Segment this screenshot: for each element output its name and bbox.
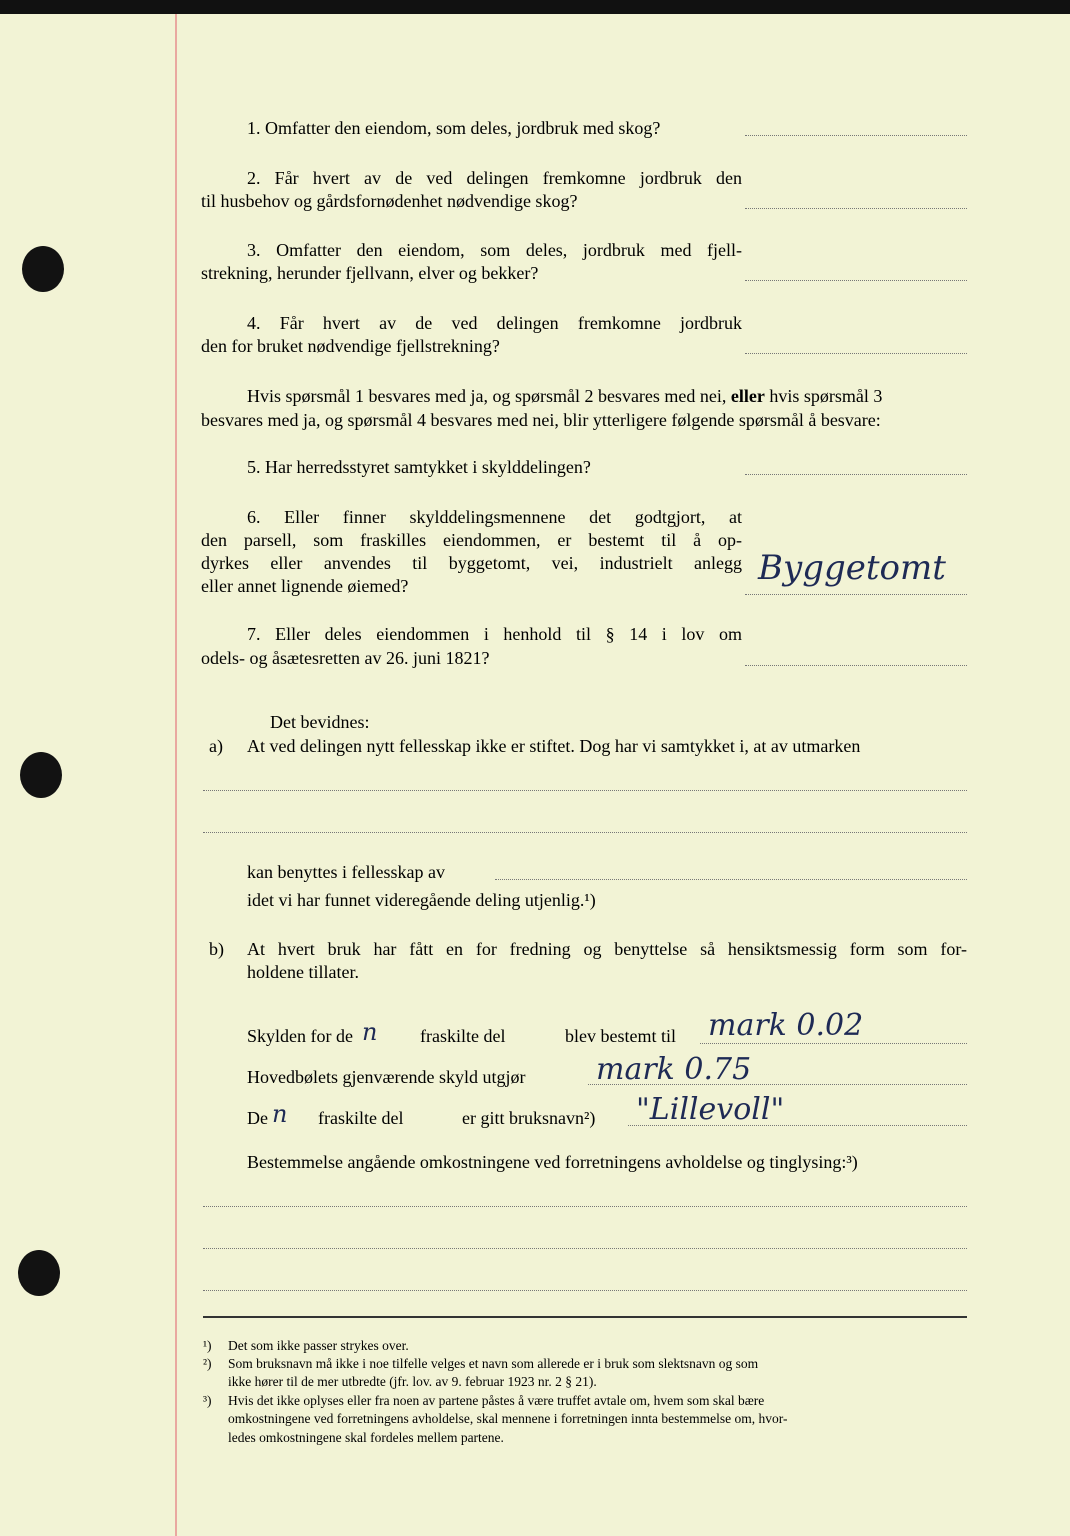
item-a-text: At ved delingen nytt fellesskap ikke er stiftet. Dog har vi samtykket i, at av utmarken (247, 736, 861, 756)
punch-hole (20, 752, 62, 798)
footnote-2-line-2: ikke hører til de mer utbredte (jfr. lov. av 9. februar 1923 nr. 2 § 21). (228, 1374, 597, 1389)
navn-label-handwritten: n (272, 1100, 288, 1128)
footnote-2-line-1: Som bruksnavn må ikke i noe tilfelle velges et navn som allerede er i bruk som slektsnavn og som (228, 1356, 759, 1371)
question-6-line-3: dyrkes eller anvendes til byggetomt, vei, industrielt anlegg (201, 553, 742, 573)
navn-line[interactable] (628, 1125, 967, 1126)
cost-line-1[interactable] (203, 1206, 967, 1207)
footnote-2-mark: ²) (203, 1356, 212, 1371)
navn-value-handwritten: "Lillevoll" (636, 1092, 785, 1127)
answer-line-5[interactable] (745, 474, 967, 475)
footnote-3-mark: ³) (203, 1393, 212, 1408)
item-b-line-1: At hvert bruk har fått en for fredning og benyttelse så hensiktsmessig form som for- (247, 939, 967, 959)
footnote-rule (203, 1316, 967, 1318)
cost-label: Bestemmelse angående omkostningene ved forretningens avholdelse og tinglysing:³) (247, 1152, 858, 1172)
skyld-label-c: blev bestemt til (565, 1026, 676, 1046)
item-a-marker: a) (209, 736, 223, 756)
hoved-line[interactable] (588, 1084, 967, 1085)
answer-line-4[interactable] (745, 353, 967, 354)
skyld-label-b: fraskilte del (420, 1026, 506, 1046)
item-b-marker: b) (209, 939, 224, 959)
punch-hole (18, 1250, 60, 1296)
navn-label-a: De (247, 1108, 268, 1128)
certification-intro: Det bevidnes: (270, 712, 370, 732)
footnote-1: Det som ikke passer strykes over. (228, 1338, 409, 1353)
question-6-line-2: den parsell, som fraskilles eiendommen, er bestemt til å op- (201, 530, 742, 550)
footnote-3-line-2: omkostningene ved forretningens avholdelse, skal mennene i forretningen innta bestemmelse om, hvor- (228, 1411, 788, 1426)
conditional-line-1 (247, 385, 882, 408)
conditional-text-a: Hvis spørsmål 1 besvares med ja, og spørsmål 2 besvares med nei, (247, 386, 731, 406)
footnote-3-line-3: ledes omkostningene skal fordeles mellem partene. (228, 1430, 504, 1445)
footnote-3-line-1: Hvis det ikke oplyses eller fra noen av partene påstes å være truffet avtale om, hvem som skal bære (228, 1393, 765, 1408)
scan-top-edge (0, 0, 1070, 14)
shared-use-label: kan benyttes i fellesskap av (247, 862, 445, 882)
cost-line-2[interactable] (203, 1248, 967, 1249)
navn-label-c: er gitt bruksnavn²) (462, 1108, 596, 1128)
margin-line (175, 14, 177, 1536)
navn-label-b: fraskilte del (318, 1108, 404, 1128)
item-a-fill-line-2[interactable] (203, 832, 967, 833)
question-6-line-4: eller annet lignende øiemed? (201, 576, 409, 596)
question-2-line-1: 2. Får hvert av de ved delingen fremkomne jordbruk den (247, 168, 742, 188)
question-3-line-2: strekning, herunder fjellvann, elver og bekker? (201, 263, 539, 283)
hoved-value-handwritten: mark 0.75 (596, 1052, 752, 1087)
item-a-fill-line-1[interactable] (203, 790, 967, 791)
answer-line-3[interactable] (745, 280, 967, 281)
question-7-line-1: 7. Eller deles eiendommen i henhold til § 14 i lov om (247, 624, 742, 644)
footnote-1-mark: ¹) (203, 1338, 212, 1353)
question-7-line-2: odels- og åsætesretten av 26. juni 1821? (201, 648, 490, 668)
conditional-emphasis: eller (730, 386, 765, 406)
hoved-label: Hovedbølets gjenværende skyld utgjør (247, 1067, 526, 1087)
skyld-label-a: Skylden for de (247, 1026, 353, 1046)
question-2-line-2: til husbehov og gårdsfornødenhet nødvendige skog? (201, 191, 578, 211)
cost-line-3[interactable] (203, 1290, 967, 1291)
question-1: 1. Omfatter den eiendom, som deles, jordbruk med skog? (247, 118, 661, 138)
answer-line-7[interactable] (745, 665, 967, 666)
shared-use-line[interactable] (495, 879, 967, 880)
skyld-line[interactable] (700, 1043, 967, 1044)
answer-6-handwritten: Byggetomt (758, 548, 946, 588)
question-4-line-1: 4. Får hvert av de ved delingen fremkomne jordbruk (247, 313, 742, 333)
question-3-line-1: 3. Omfatter den eiendom, som deles, jordbruk med fjell- (247, 240, 742, 260)
punch-hole (22, 246, 64, 292)
question-6-line-1: 6. Eller finner skylddelingsmennene det godtgjort, at (247, 507, 742, 527)
question-5: 5. Har herredsstyret samtykket i skylddelingen? (247, 457, 591, 477)
conditional-line-2: besvares med ja, og spørsmål 4 besvares med nei, blir ytterligere følgende spørsmål å besvare: (201, 410, 881, 430)
answer-line-2[interactable] (745, 208, 967, 209)
answer-line-6[interactable] (745, 594, 967, 595)
item-b-line-2: holdene tillater. (247, 962, 359, 982)
item-a-reason: idet vi har funnet videregående deling utjenlig.¹) (247, 890, 596, 910)
question-4-line-2: den for bruket nødvendige fjellstrekning? (201, 336, 500, 356)
skyld-label-handwritten: n (362, 1018, 378, 1046)
conditional-text-c: hvis spørsmål 3 (764, 386, 883, 406)
answer-line-1[interactable] (745, 135, 967, 136)
skyld-value-handwritten: mark 0.02 (708, 1008, 864, 1043)
